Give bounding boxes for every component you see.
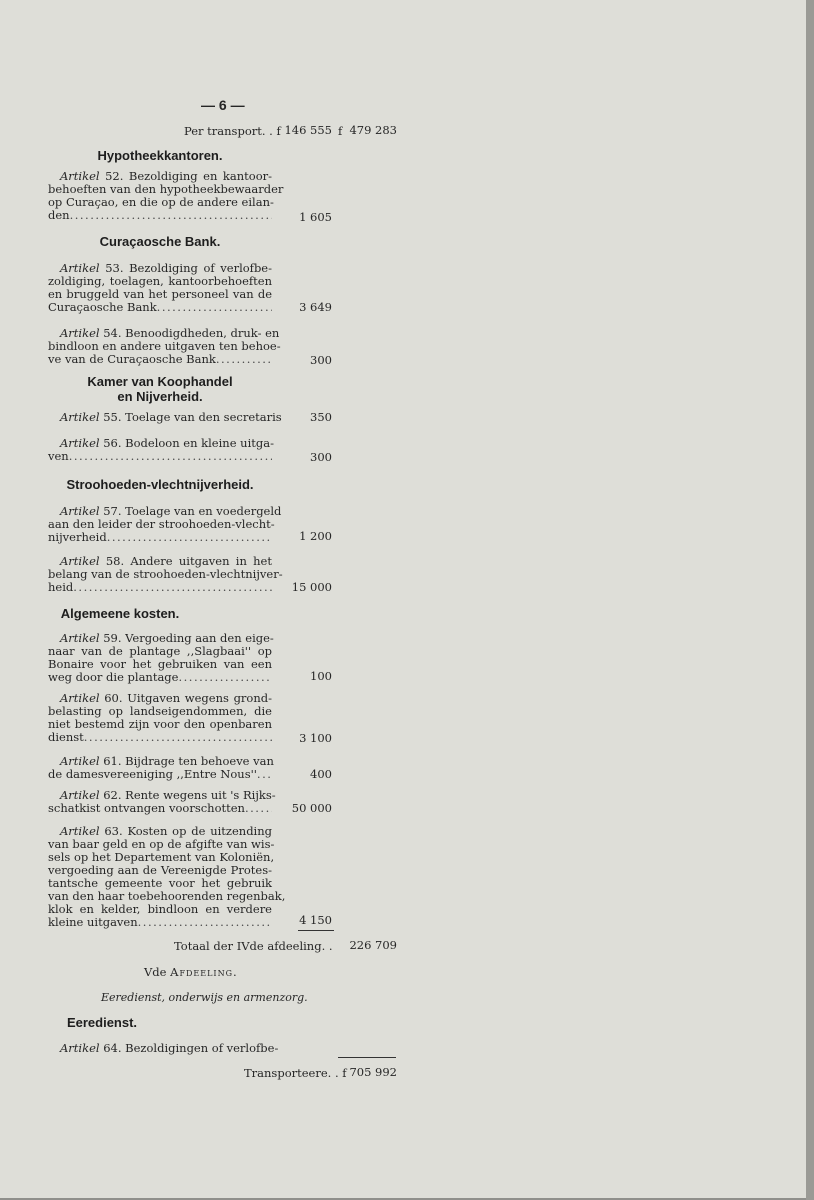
transport-out-label: Transporteere. . f <box>244 1066 347 1080</box>
article-label: Artikel <box>60 554 100 568</box>
article-text: op Curaçao, en die op de andere eilan- <box>48 195 274 209</box>
article-amount: 15 000 <box>291 580 332 594</box>
article-text: bindloon en andere uitgaven ten behoe- <box>48 339 281 353</box>
transport-in-label: Per transport. . f <box>184 124 281 138</box>
article-amount: 300 <box>310 450 332 464</box>
article-text: 62. Rente wegens uit 's Rijks- <box>103 788 276 802</box>
article-text: tantsche gemeente voor het gebruik <box>48 876 272 890</box>
article-amount: 1 605 <box>299 210 332 224</box>
article-amount: 4 150 <box>299 913 332 927</box>
article-text: 57. Toelage van en voedergeld <box>103 504 282 518</box>
article-text: weg door die plantage <box>48 670 179 684</box>
leader-dots <box>73 581 272 594</box>
article-label: Artikel <box>60 504 100 518</box>
leader-dots <box>69 450 272 463</box>
article-label: Artikel <box>60 436 100 450</box>
article-text: 63. Kosten op de uitzending <box>104 824 272 838</box>
leader-dots <box>107 531 272 544</box>
transport-in-col2: 479 283 <box>349 123 397 137</box>
article-text: en bruggeld van het personeel van de <box>48 287 272 301</box>
totaal-amount: 226 709 <box>349 938 397 952</box>
article-text: Bonaire voor het gebruiken van een <box>48 657 272 671</box>
article-text: 53. Bezoldiging of verlofbe- <box>105 261 272 275</box>
section-kamer-line1: Kamer van Koophandel <box>87 374 233 389</box>
article-text: kleine uitgaven <box>48 915 138 929</box>
leader-dots <box>245 802 272 815</box>
article-amount: 350 <box>310 410 332 424</box>
article-text: 61. Bijdrage ten behoeve van <box>103 754 274 768</box>
leader-dots <box>257 768 272 781</box>
scan-edge <box>806 0 814 1200</box>
article-text: van baar geld en op de afgifte van wis- <box>48 837 275 851</box>
article-text: den <box>48 208 70 222</box>
article-text: klok en kelder, bindloon en verdere <box>48 902 272 916</box>
transport-rule <box>338 1057 396 1058</box>
article-text: 59. Vergoeding aan den eige- <box>103 631 274 645</box>
article-label: Artikel <box>60 788 100 802</box>
section-curacaosche-bank: Curaçaosche Bank. <box>99 234 221 249</box>
article-text: niet bestemd zijn voor den openbaren <box>48 717 272 731</box>
leader-dots <box>84 731 272 744</box>
article-text: aan den leider der stroohoeden-vlecht- <box>48 517 275 531</box>
article-amount: 3 649 <box>299 300 332 314</box>
vde-prefix: Vde <box>144 965 167 979</box>
article-amount: 3 100 <box>299 731 332 745</box>
leader-dots <box>216 353 272 366</box>
article-text: 54. Benoodigdheden, druk- en <box>103 326 280 340</box>
section-eeredienst: Eeredienst. <box>66 1015 138 1030</box>
article-text: belang van de stroohoeden-vlechtnijver- <box>48 567 283 581</box>
article-label: Artikel <box>60 1041 100 1055</box>
article-text: de damesvereeniging ,,Entre Nous'' <box>48 767 257 781</box>
article-text: Curaçaosche Bank <box>48 300 157 314</box>
vde-afdeeling <box>144 965 238 979</box>
article-text: zoldiging, toelagen, kantoorbehoeften <box>48 274 272 288</box>
article-text: behoeften van den hypotheekbewaarder <box>48 182 284 196</box>
article-text: 56. Bodeloon en kleine uitga- <box>103 436 274 450</box>
article-text: van den haar toebehoorenden regenbak, <box>48 889 286 903</box>
article-label: Artikel <box>60 169 100 183</box>
section-stroohoeden: Stroohoeden-vlechtnijverheid. <box>66 477 254 492</box>
article-text: 64. Bezoldigingen of verlofbe- <box>103 1041 279 1055</box>
article-amount: 50 000 <box>291 801 332 815</box>
article-label: Artikel <box>60 824 100 838</box>
transport-in-currency: f <box>338 124 343 138</box>
article-text: 60. Uitgaven wegens grond- <box>104 691 273 705</box>
subtotal-rule <box>298 930 334 931</box>
article-text: 58. Andere uitgaven in het <box>105 554 272 568</box>
article-label: Artikel <box>60 326 100 340</box>
article-amount: 1 200 <box>299 529 332 543</box>
section-subtitle: Eeredienst, onderwijs en armenzorg. <box>101 991 308 1004</box>
page-number: — 6 — <box>201 97 245 113</box>
article-text: belasting op landseigendommen, die <box>48 704 272 718</box>
transport-out-amount: 705 992 <box>349 1065 397 1079</box>
vde-word: Afdeeling. <box>170 965 238 979</box>
article-label: Artikel <box>60 631 100 645</box>
transport-in-col1: 146 555 <box>284 123 332 137</box>
article-text: schatkist ontvangen voorschotten <box>48 801 245 815</box>
article-amount: 400 <box>310 767 332 781</box>
article-text: 55. Toelage van den secretaris <box>103 410 282 424</box>
leader-dots <box>70 209 272 222</box>
article-amount: 100 <box>310 669 332 683</box>
section-kamer-line2: en Nijverheid. <box>117 389 203 404</box>
article-label: Artikel <box>60 691 100 705</box>
leader-dots <box>138 916 272 929</box>
article-amount: 300 <box>310 353 332 367</box>
article-text: heid <box>48 580 74 594</box>
article-text: 52. Bezoldiging en kantoor- <box>105 169 272 183</box>
section-algemeene-kosten: Algemeene kosten. <box>60 606 180 621</box>
article-text: vergoeding aan de Vereenigde Protes- <box>48 863 272 877</box>
article-label: Artikel <box>60 261 100 275</box>
article-text: naar van de plantage ,,Slagbaai'' op <box>48 644 272 658</box>
totaal-label: Totaal der IVde afdeeling. . <box>174 939 333 953</box>
leader-dots <box>178 671 272 684</box>
article-text: ve van de Curaçaosche Bank <box>48 352 216 366</box>
article-text: sels op het Departement van Koloniën, <box>48 850 275 864</box>
article-text: nijverheid <box>48 530 107 544</box>
article-text: dienst <box>48 730 84 744</box>
article-label: Artikel <box>60 754 100 768</box>
article-text: ven <box>48 449 69 463</box>
leader-dots <box>157 301 272 314</box>
article-label: Artikel <box>60 410 100 424</box>
section-hypotheekkantoren: Hypotheekkantoren. <box>97 148 223 163</box>
